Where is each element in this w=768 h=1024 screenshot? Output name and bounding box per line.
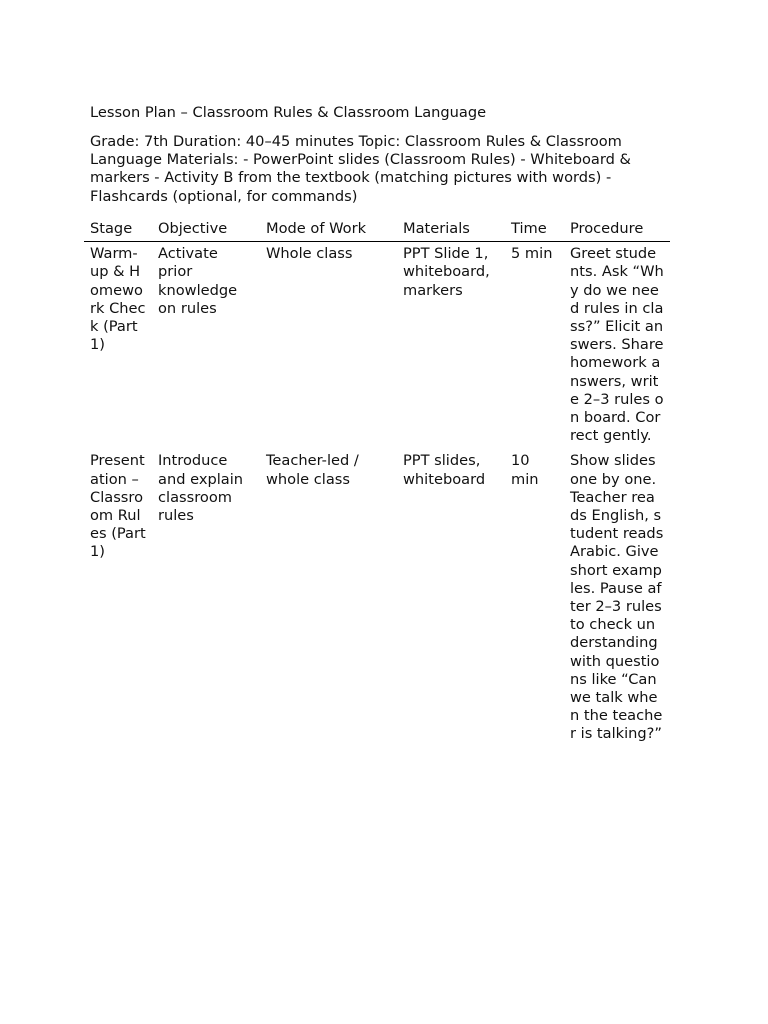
cell-procedure: Greet students. Ask “Why do we need rules in class?” Elicit answers. Share homework answers, write 2–3 rules on board. Correct gently. xyxy=(570,245,664,445)
header-stage: Stage xyxy=(84,219,152,242)
cell-time: 10 min xyxy=(511,452,539,488)
cell-objective: Activate prior knowledge on rules xyxy=(158,245,238,317)
cell-stage: Warm-up & Homework Check (Part 1) xyxy=(90,245,146,354)
header-mode-of-work: Mode of Work xyxy=(260,219,397,242)
header-time: Time xyxy=(505,219,564,242)
cell-materials: PPT slides, whiteboard xyxy=(403,452,486,488)
cell-procedure: Show slides one by one. Teacher reads English, student reads Arabic. Give short examples. Pause after 2–3 rules to check understanding with questions like “Can we talk when the teacher is talking?” xyxy=(570,452,664,743)
cell-mode: Whole class xyxy=(266,245,353,263)
table-row xyxy=(84,449,670,747)
cell-mode: Teacher-led / whole class xyxy=(266,452,359,488)
cell-time: 5 min xyxy=(511,245,553,263)
lesson-plan-table xyxy=(84,219,670,748)
header-materials: Materials xyxy=(397,219,505,242)
header-objective: Objective xyxy=(152,219,260,242)
cell-objective: Introduce and explain classroom rules xyxy=(158,452,244,525)
table-header-row xyxy=(84,219,670,242)
table-row xyxy=(84,242,670,450)
cell-materials: PPT Slide 1, whiteboard, markers xyxy=(403,245,490,299)
header-procedure: Procedure xyxy=(564,219,670,242)
lesson-details: Grade: 7th Duration: 40–45 minutes Topic: Classroom Rules & Classroom Language Materials: - PowerPoint slides (Classroom Rules) - Whiteboard & markers - Activity B from the textbook (matching pictures with words) - Flashcards (optional, for commands) xyxy=(90,133,631,205)
cell-stage: Presentation – Classroom Rules (Part 1) xyxy=(90,452,146,561)
page-title: Lesson Plan – Classroom Rules & Classroom Language xyxy=(90,104,487,121)
